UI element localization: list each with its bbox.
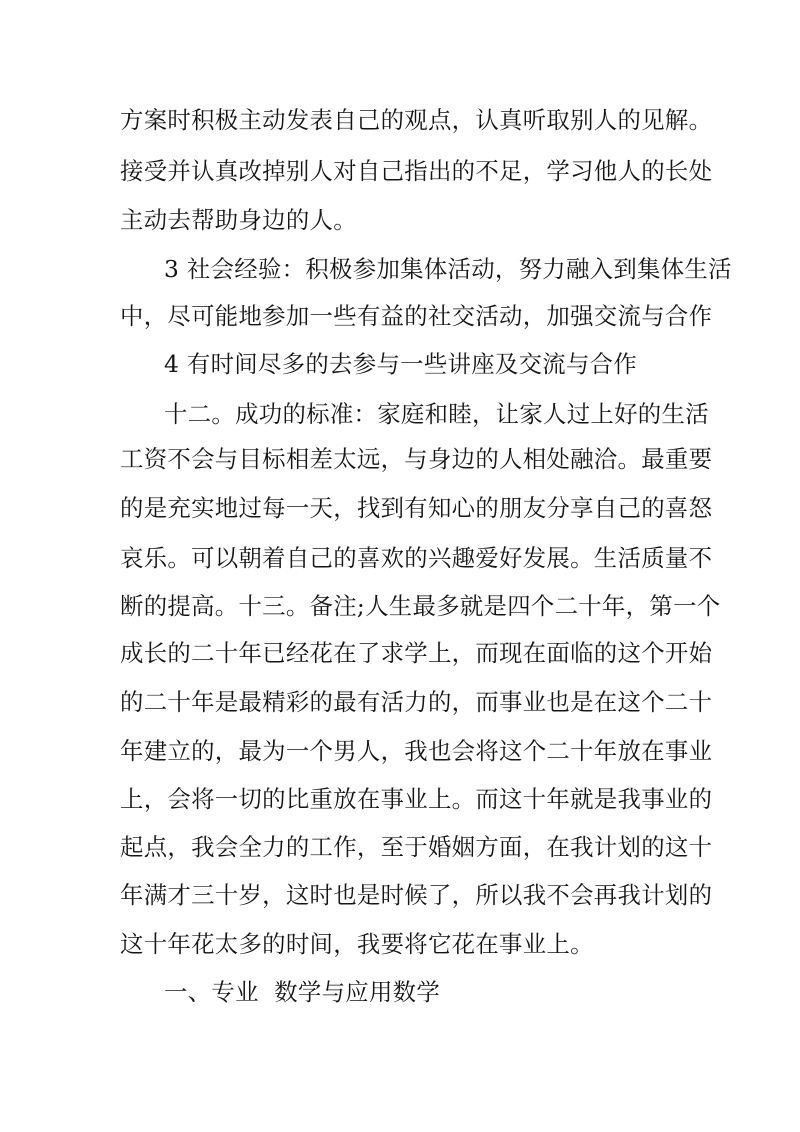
text-line: 断的提高。十三。备注;人生最多就是四个二十年，第一个 [120, 592, 721, 620]
section-heading: 一、专业 数学与应用数学 [164, 978, 441, 1006]
text-line: 上，会将一切的比重放在事业上。而这十年就是我事业的 [120, 785, 713, 813]
text-line: 中，尽可能地参加一些有益的社交活动，加强交流与合作 [120, 302, 713, 330]
text-line: 起点，我会全力的工作，至于婚姻方面，在我计划的这十 [120, 833, 713, 861]
text-line: 这十年花太多的时间，我要将它花在事业上。 [120, 930, 594, 958]
text-line: 方案时积极主动发表自己的观点，认真听取别人的见解。 [120, 106, 713, 134]
text-line: 的二十年是最精彩的最有活力的，而事业也是在这个二十 [120, 688, 713, 716]
text-line: 成长的二十年已经花在了求学上，而现在面临的这个开始 [120, 639, 713, 667]
text-line: 年满才三十岁，这时也是时候了，所以我不会再我计划的 [120, 881, 713, 909]
text-line: 3 社会经验：积极参加集体活动，努力融入到集体生活 [164, 255, 732, 283]
text-line: 年建立的，最为一个男人，我也会将这个二十年放在事业 [120, 737, 713, 765]
text-line: 的是充实地过每一天，找到有知心的朋友分享自己的喜怒 [120, 494, 713, 522]
text-line: 哀乐。可以朝着自己的喜欢的兴趣爱好发展。生活质量不 [120, 544, 713, 572]
text-line: 4 有时间尽多的去参与一些讲座及交流与合作 [164, 350, 638, 378]
text-line: 工资不会与目标相差太远，与身边的人相处融洽。最重要 [120, 445, 713, 473]
text-line: 主动去帮助身边的人。 [120, 206, 357, 234]
text-line: 十二。成功的标准：家庭和睦，让家人过上好的生活 [164, 400, 709, 428]
text-line: 接受并认真改掉别人对自己指出的不足，学习他人的长处 [120, 157, 713, 185]
